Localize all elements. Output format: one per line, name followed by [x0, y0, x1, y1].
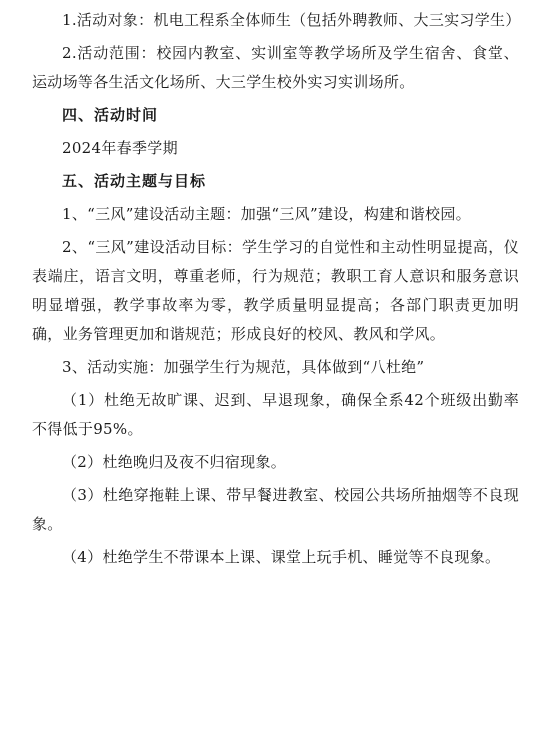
- list-item-4: （4）杜绝学生不带课本上课、课堂上玩手机、睡觉等不良现象。: [62, 548, 501, 566]
- paragraph-activity-target: 1.活动对象：机电工程系全体师生（包括外聘教师、大三实习学生）: [62, 11, 521, 29]
- paragraph-activity-time: 2024年春季学期: [62, 139, 178, 157]
- paragraph-goals: 2、“三风”建设活动目标：学生学习的自觉性和主动性明显提高，仪表端庄，语言文明，尊重老师，行为规范；教职工育人意识和服务意识明显增强，教学事故率为零，教学质量明显提高；各部门职责更加明确，业务管理更加和谐规范；形成良好的校风、教风和学风。: [32, 238, 519, 343]
- list-item-1: （1）杜绝无故旷课、迟到、早退现象，确保全系42个班级出勤率不得低于95%。: [32, 391, 519, 438]
- section-heading-theme-goals: 五、活动主题与目标: [62, 172, 207, 190]
- list-item-3: （3）杜绝穿拖鞋上课、带早餐进教室、校园公共场所抽烟等不良现象。: [32, 486, 519, 533]
- paragraph-implementation: 3、活动实施：加强学生行为规范，具体做到“八杜绝”: [62, 358, 425, 376]
- paragraph-theme: 1、“三风”建设活动主题：加强“三风”建设，构建和谐校园。: [62, 205, 471, 223]
- section-heading-activity-time: 四、活动时间: [62, 106, 159, 124]
- paragraph-activity-scope: 2.活动范围：校园内教室、实训室等教学场所及学生宿舍、食堂、运动场等各生活文化场所、大三学生校外实习实训场所。: [32, 44, 519, 91]
- list-item-2: （2）杜绝晚归及夜不归宿现象。: [62, 453, 287, 471]
